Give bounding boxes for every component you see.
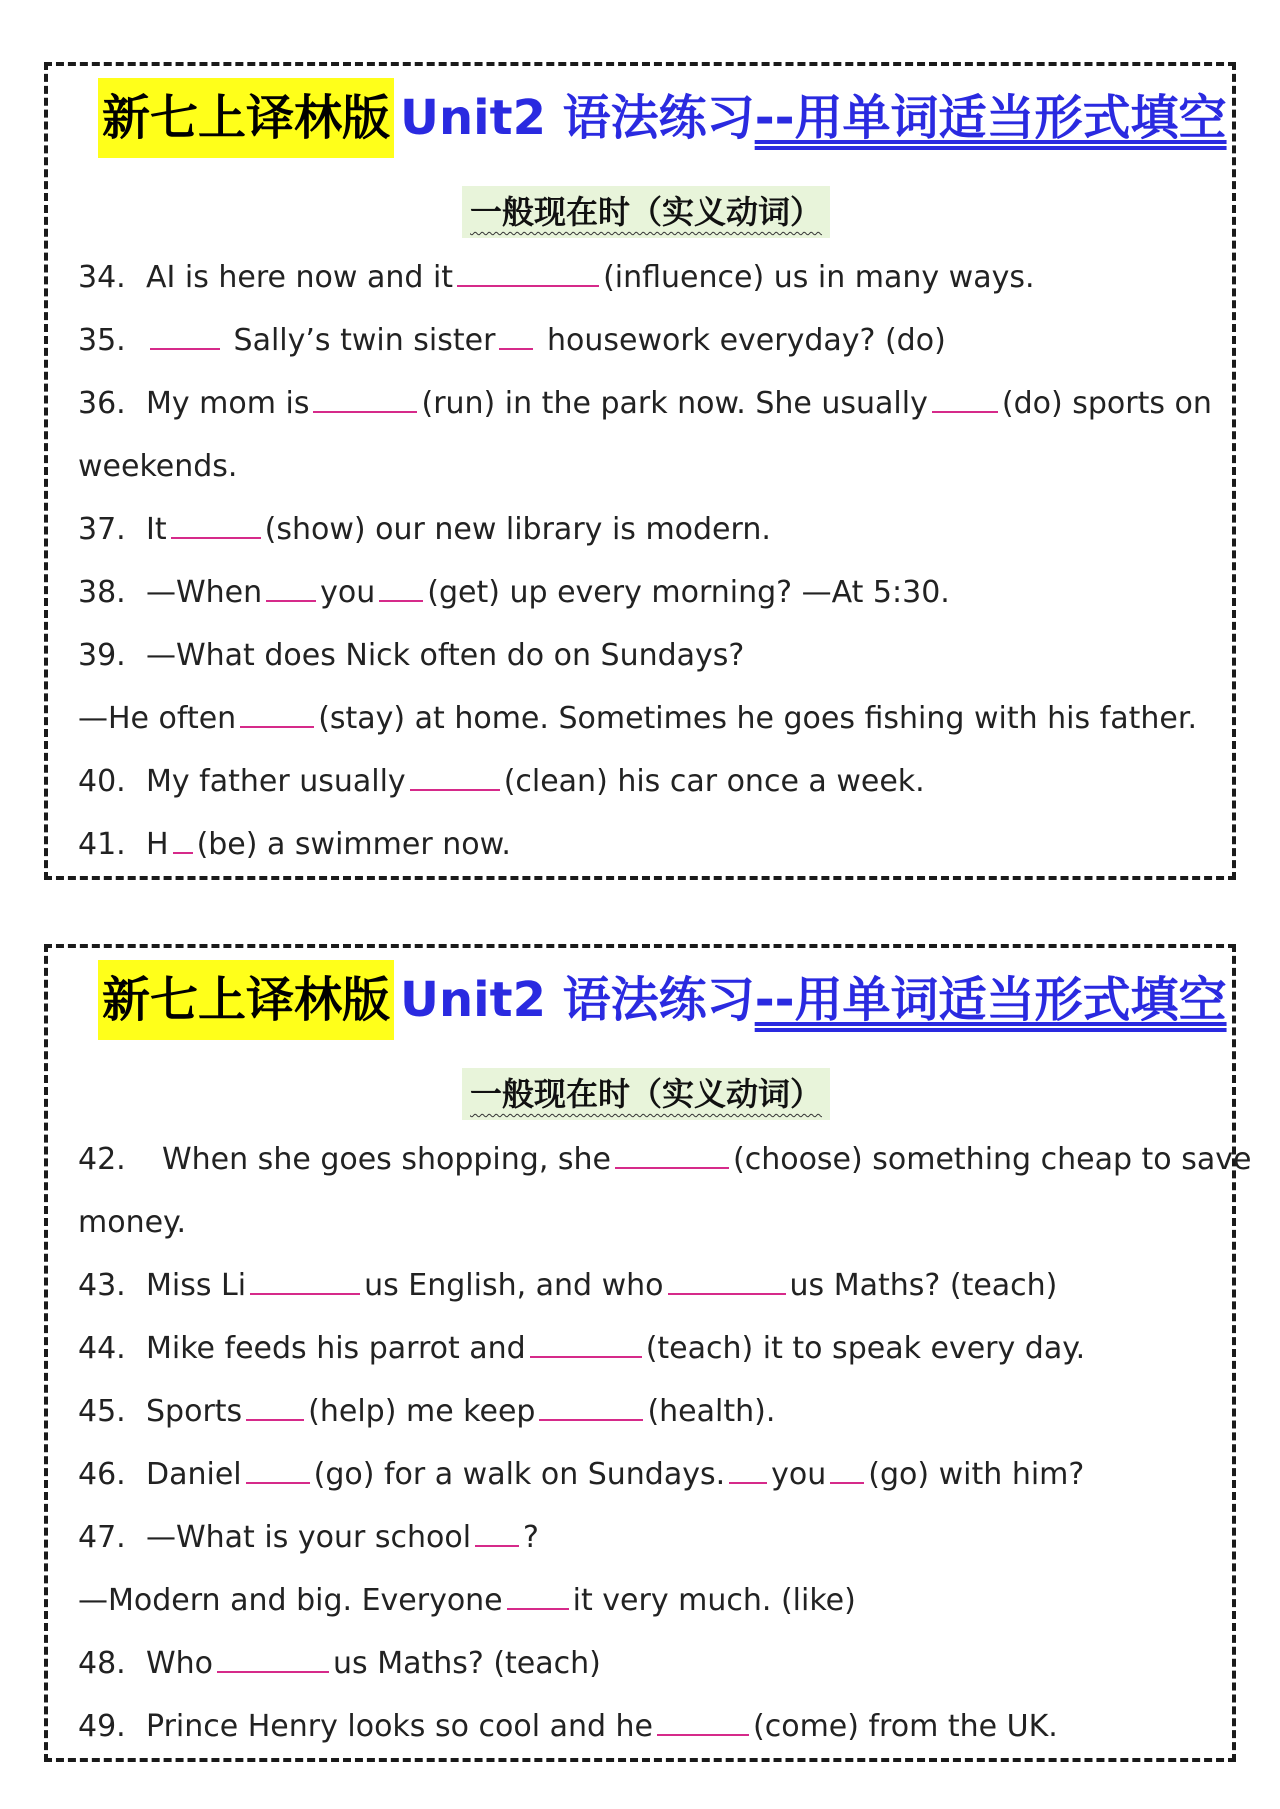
title-highlight: 新七上译林版 [98,78,394,158]
title-unit: Unit2 语法练习 [400,90,755,146]
question-number: 35. [78,323,126,358]
question-text: weekends. [78,449,238,484]
answer-blank[interactable] [150,347,220,350]
answer-blank[interactable] [217,1670,329,1673]
question-43 [78,1254,1212,1317]
answer-blank[interactable] [246,1481,310,1484]
question-47 [78,1506,1212,1569]
question-number: 37. [78,512,126,547]
question-text: (influence) us in many ways. [603,260,1035,295]
question-text: (stay) at home. Sometimes he goes fishing with his father. [318,701,1197,736]
worksheet-card-2 [44,944,1252,1762]
answer-blank[interactable] [266,599,316,602]
question-number: 45. [78,1394,126,1429]
question-text: housework everyday? (do) [546,323,946,358]
question-46 [78,1443,1212,1506]
question-text: —What does Nick often do on Sundays? [146,638,745,673]
question-text: (help) me keep [308,1394,536,1429]
section-subtitle: 一般现在时（实义动词） [462,1068,830,1120]
answer-blank[interactable] [246,1418,304,1421]
question-text: (teach) it to speak every day. [645,1331,1086,1366]
question-text: (go) with him? [868,1457,1085,1492]
question-text: (go) for a walk on Sundays. [313,1457,726,1492]
question-text: Mike feeds his parrot and [146,1331,526,1366]
title-unit: Unit2 语法练习 [400,972,755,1028]
question-text: (run) in the park now. She usually [421,386,928,421]
question-text: —Modern and big. Everyone [78,1583,503,1618]
question-text: Who [146,1646,214,1681]
question-text: us English, and who [364,1268,664,1303]
question-35 [78,309,1212,372]
question-text: Sally’s twin sister [233,323,496,358]
question-text: My father usually [146,764,406,799]
question-text: Daniel [146,1457,242,1492]
question-text: (clean) his car once a week. [503,764,925,799]
question-text: —When [146,575,263,610]
worksheet-title [98,960,1227,1040]
question-number: 38. [78,575,126,610]
answer-blank[interactable] [539,1418,643,1421]
question-number: 44. [78,1331,126,1366]
question-text: When she goes shopping, she [162,1142,611,1177]
answer-blank[interactable] [668,1292,786,1295]
answer-blank[interactable] [313,410,417,413]
question-text: My mom is [146,386,310,421]
question-number: 36. [78,386,126,421]
question-text: (health). [647,1394,776,1429]
question-text: Sports [146,1394,243,1429]
answer-blank[interactable] [410,788,500,791]
question-number: 41. [78,827,126,862]
question-number: 46. [78,1457,126,1492]
answer-blank[interactable] [499,347,533,350]
question-number: 42. [78,1142,126,1177]
question-text: it very much. (like) [572,1583,856,1618]
question-37 [78,498,1212,561]
question-44 [78,1317,1212,1380]
question-38 [78,561,1212,624]
question-number: 48. [78,1646,126,1681]
answer-blank[interactable] [250,1292,360,1295]
question-text: us Maths? (teach) [333,1646,601,1681]
question-text: —He often [78,701,237,736]
question-39-answer [78,687,1212,750]
question-text: (choose) something cheap to save [733,1142,1252,1177]
question-number: 39. [78,638,126,673]
question-36-continued [78,435,1212,498]
question-text: you [771,1457,827,1492]
question-42 [78,1128,1252,1191]
question-39 [78,624,1212,687]
question-text: us Maths? (teach) [789,1268,1058,1303]
question-40 [78,750,1212,813]
question-36 [78,372,1212,435]
question-47-answer [78,1569,1212,1632]
answer-blank[interactable] [171,536,261,539]
question-text: ? [523,1520,539,1555]
question-49 [78,1695,1212,1758]
answer-blank[interactable] [657,1733,749,1736]
question-text: you [320,575,376,610]
answer-blank[interactable] [830,1481,864,1484]
question-text: (be) a swimmer now. [196,827,511,862]
question-number: 43. [78,1268,126,1303]
question-text: AI is here now and it [146,260,454,295]
question-48 [78,1632,1212,1695]
answer-blank[interactable] [530,1355,642,1358]
answer-blank[interactable] [457,284,599,287]
answer-blank[interactable] [507,1607,569,1610]
title-rest: --用单词适当形式填空 [754,972,1227,1028]
question-text: (do) sports on [1001,386,1212,421]
worksheet-title [98,78,1227,158]
question-34 [78,246,1212,309]
question-text: money. [78,1205,187,1240]
worksheet-card-1 [44,62,1236,880]
question-text: (show) our new library is modern. [264,512,771,547]
question-45 [78,1380,1212,1443]
answer-blank[interactable] [240,725,314,728]
question-text: (get) up every morning? —At 5:30. [427,575,950,610]
question-42-continued [78,1191,1212,1254]
question-text: It [146,512,167,547]
question-text: —What is your school [146,1520,472,1555]
question-number: 47. [78,1520,126,1555]
answer-blank[interactable] [379,599,423,602]
answer-blank[interactable] [729,1481,767,1484]
section-subtitle: 一般现在时（实义动词） [462,186,830,238]
answer-blank[interactable] [615,1166,729,1169]
question-number: 34. [78,260,126,295]
question-text: H [146,827,169,862]
answer-blank[interactable] [173,851,193,854]
question-number: 40. [78,764,126,799]
question-text: Prince Henry looks so cool and he [146,1709,654,1744]
answer-blank[interactable] [932,410,998,413]
title-rest: --用单词适当形式填空 [754,90,1227,146]
question-text: (come) from the UK. [753,1709,1058,1744]
question-number: 49. [78,1709,126,1744]
question-text: Miss Li [146,1268,247,1303]
answer-blank[interactable] [475,1544,519,1547]
title-highlight: 新七上译林版 [98,960,394,1040]
question-41 [78,813,1212,876]
